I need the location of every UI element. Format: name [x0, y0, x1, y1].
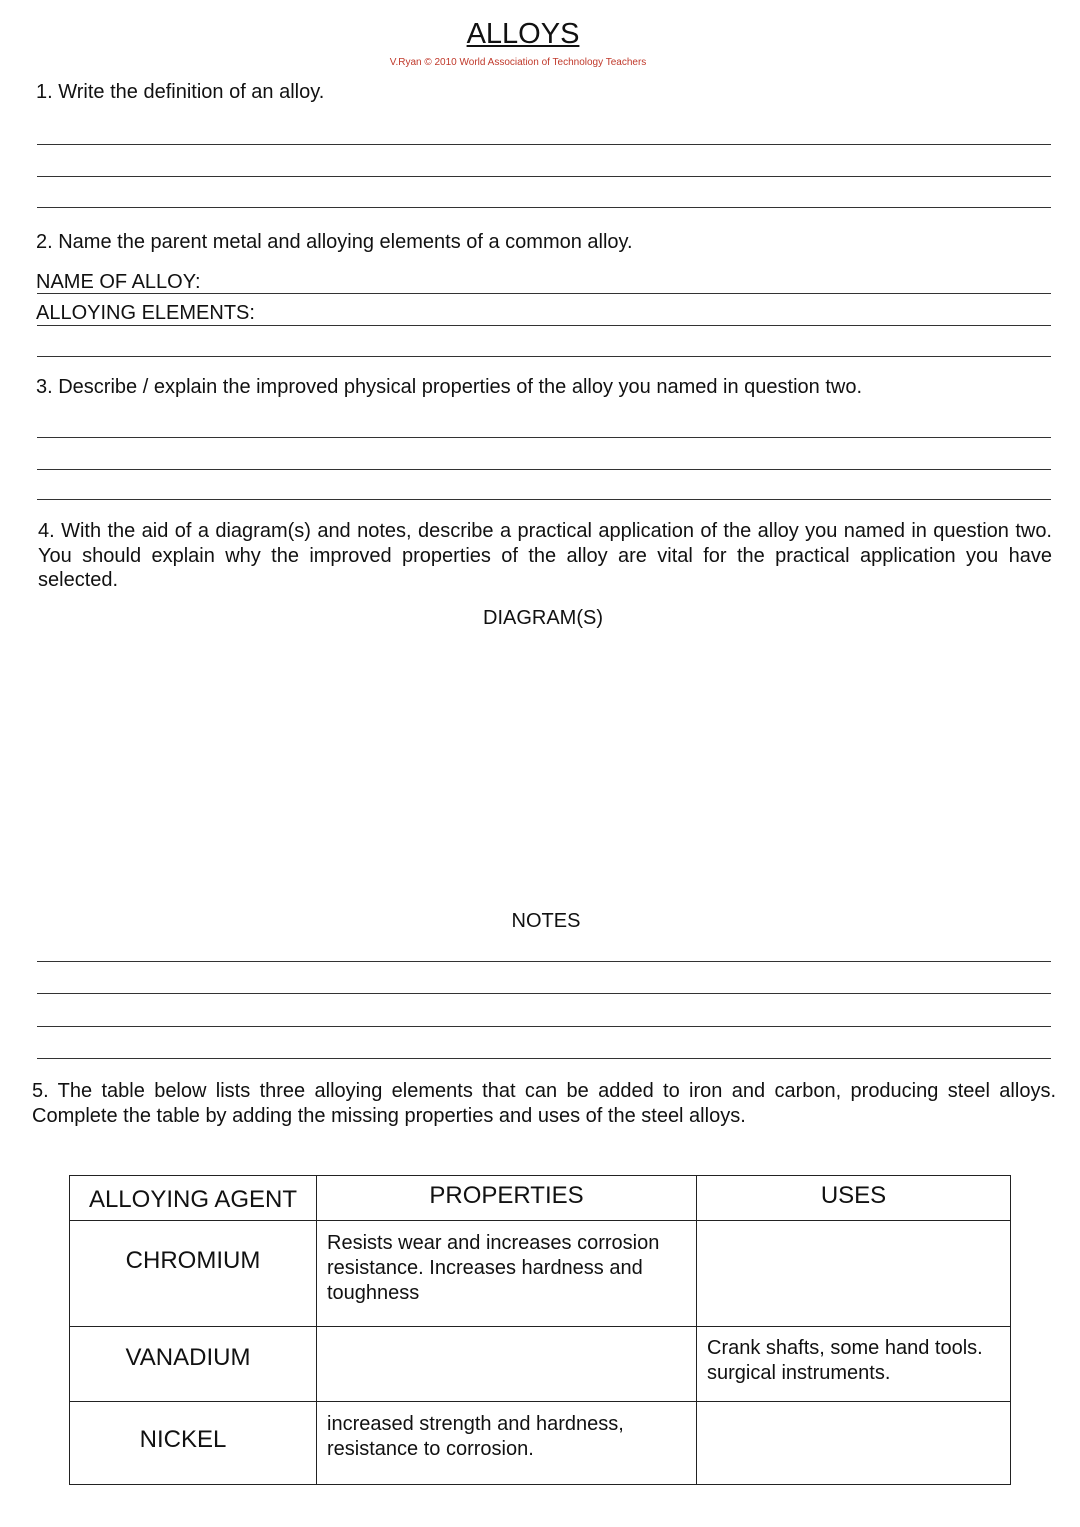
page-title: ALLOYS — [466, 18, 580, 50]
table-header-row — [70, 1176, 1011, 1221]
answer-line — [37, 207, 1051, 208]
uses-cell: Crank shafts, some hand tools. surgical instruments. — [697, 1327, 1011, 1402]
question-5: 5. The table below lists three alloying elements that can be added to iron and carbon, producing steel alloys. Complete the table by adding the missing properties and uses of the steel alloys. — [32, 1080, 1056, 1127]
agent-cell: VANADIUM — [70, 1327, 317, 1402]
answer-line — [37, 176, 1051, 177]
header-properties: PROPERTIES — [317, 1176, 697, 1221]
answer-line — [37, 499, 1051, 500]
table-row — [70, 1402, 1011, 1485]
agent-cell: NICKEL — [70, 1402, 317, 1485]
question-4: 4. With the aid of a diagram(s) and notes, describe a practical application of the alloy you named in question two. You should explain why the improved properties of the alloy are vital for the practical application you have selected. — [38, 520, 1052, 591]
alloy-name-label: NAME OF ALLOY: — [36, 271, 201, 293]
header-alloying-agent: ALLOYING AGENT — [70, 1176, 317, 1221]
answer-line — [37, 1026, 1051, 1027]
alloy-table — [69, 1175, 1011, 1485]
table-row — [70, 1221, 1011, 1327]
uses-cell — [697, 1402, 1011, 1485]
answer-line — [37, 437, 1051, 438]
answer-line — [37, 356, 1051, 357]
notes-label: NOTES — [511, 910, 581, 932]
answer-line — [37, 961, 1051, 962]
header-uses: USES — [697, 1176, 1011, 1221]
question-1: 1. Write the definition of an alloy. — [36, 81, 325, 103]
answer-line — [37, 1058, 1051, 1059]
agent-cell: CHROMIUM — [70, 1221, 317, 1327]
question-2: 2. Name the parent metal and alloying elements of a common alloy. — [36, 231, 633, 253]
properties-cell: Resists wear and increases corrosion resistance. Increases hardness and toughness — [317, 1221, 697, 1327]
question-3: 3. Describe / explain the improved physical properties of the alloy you named in question two. — [36, 376, 863, 398]
answer-line — [37, 993, 1051, 994]
properties-cell — [317, 1327, 697, 1402]
diagram-label: DIAGRAM(S) — [483, 607, 603, 629]
table-row — [70, 1327, 1011, 1402]
answer-line — [37, 325, 1051, 326]
answer-line — [37, 144, 1051, 145]
properties-cell: increased strength and hardness, resistance to corrosion. — [317, 1402, 697, 1485]
copyright-credit: V.Ryan © 2010 World Association of Technology Teachers — [389, 57, 647, 68]
answer-line — [37, 293, 1051, 294]
alloying-elements-label: ALLOYING ELEMENTS: — [36, 302, 255, 324]
answer-line — [37, 469, 1051, 470]
uses-cell — [697, 1221, 1011, 1327]
